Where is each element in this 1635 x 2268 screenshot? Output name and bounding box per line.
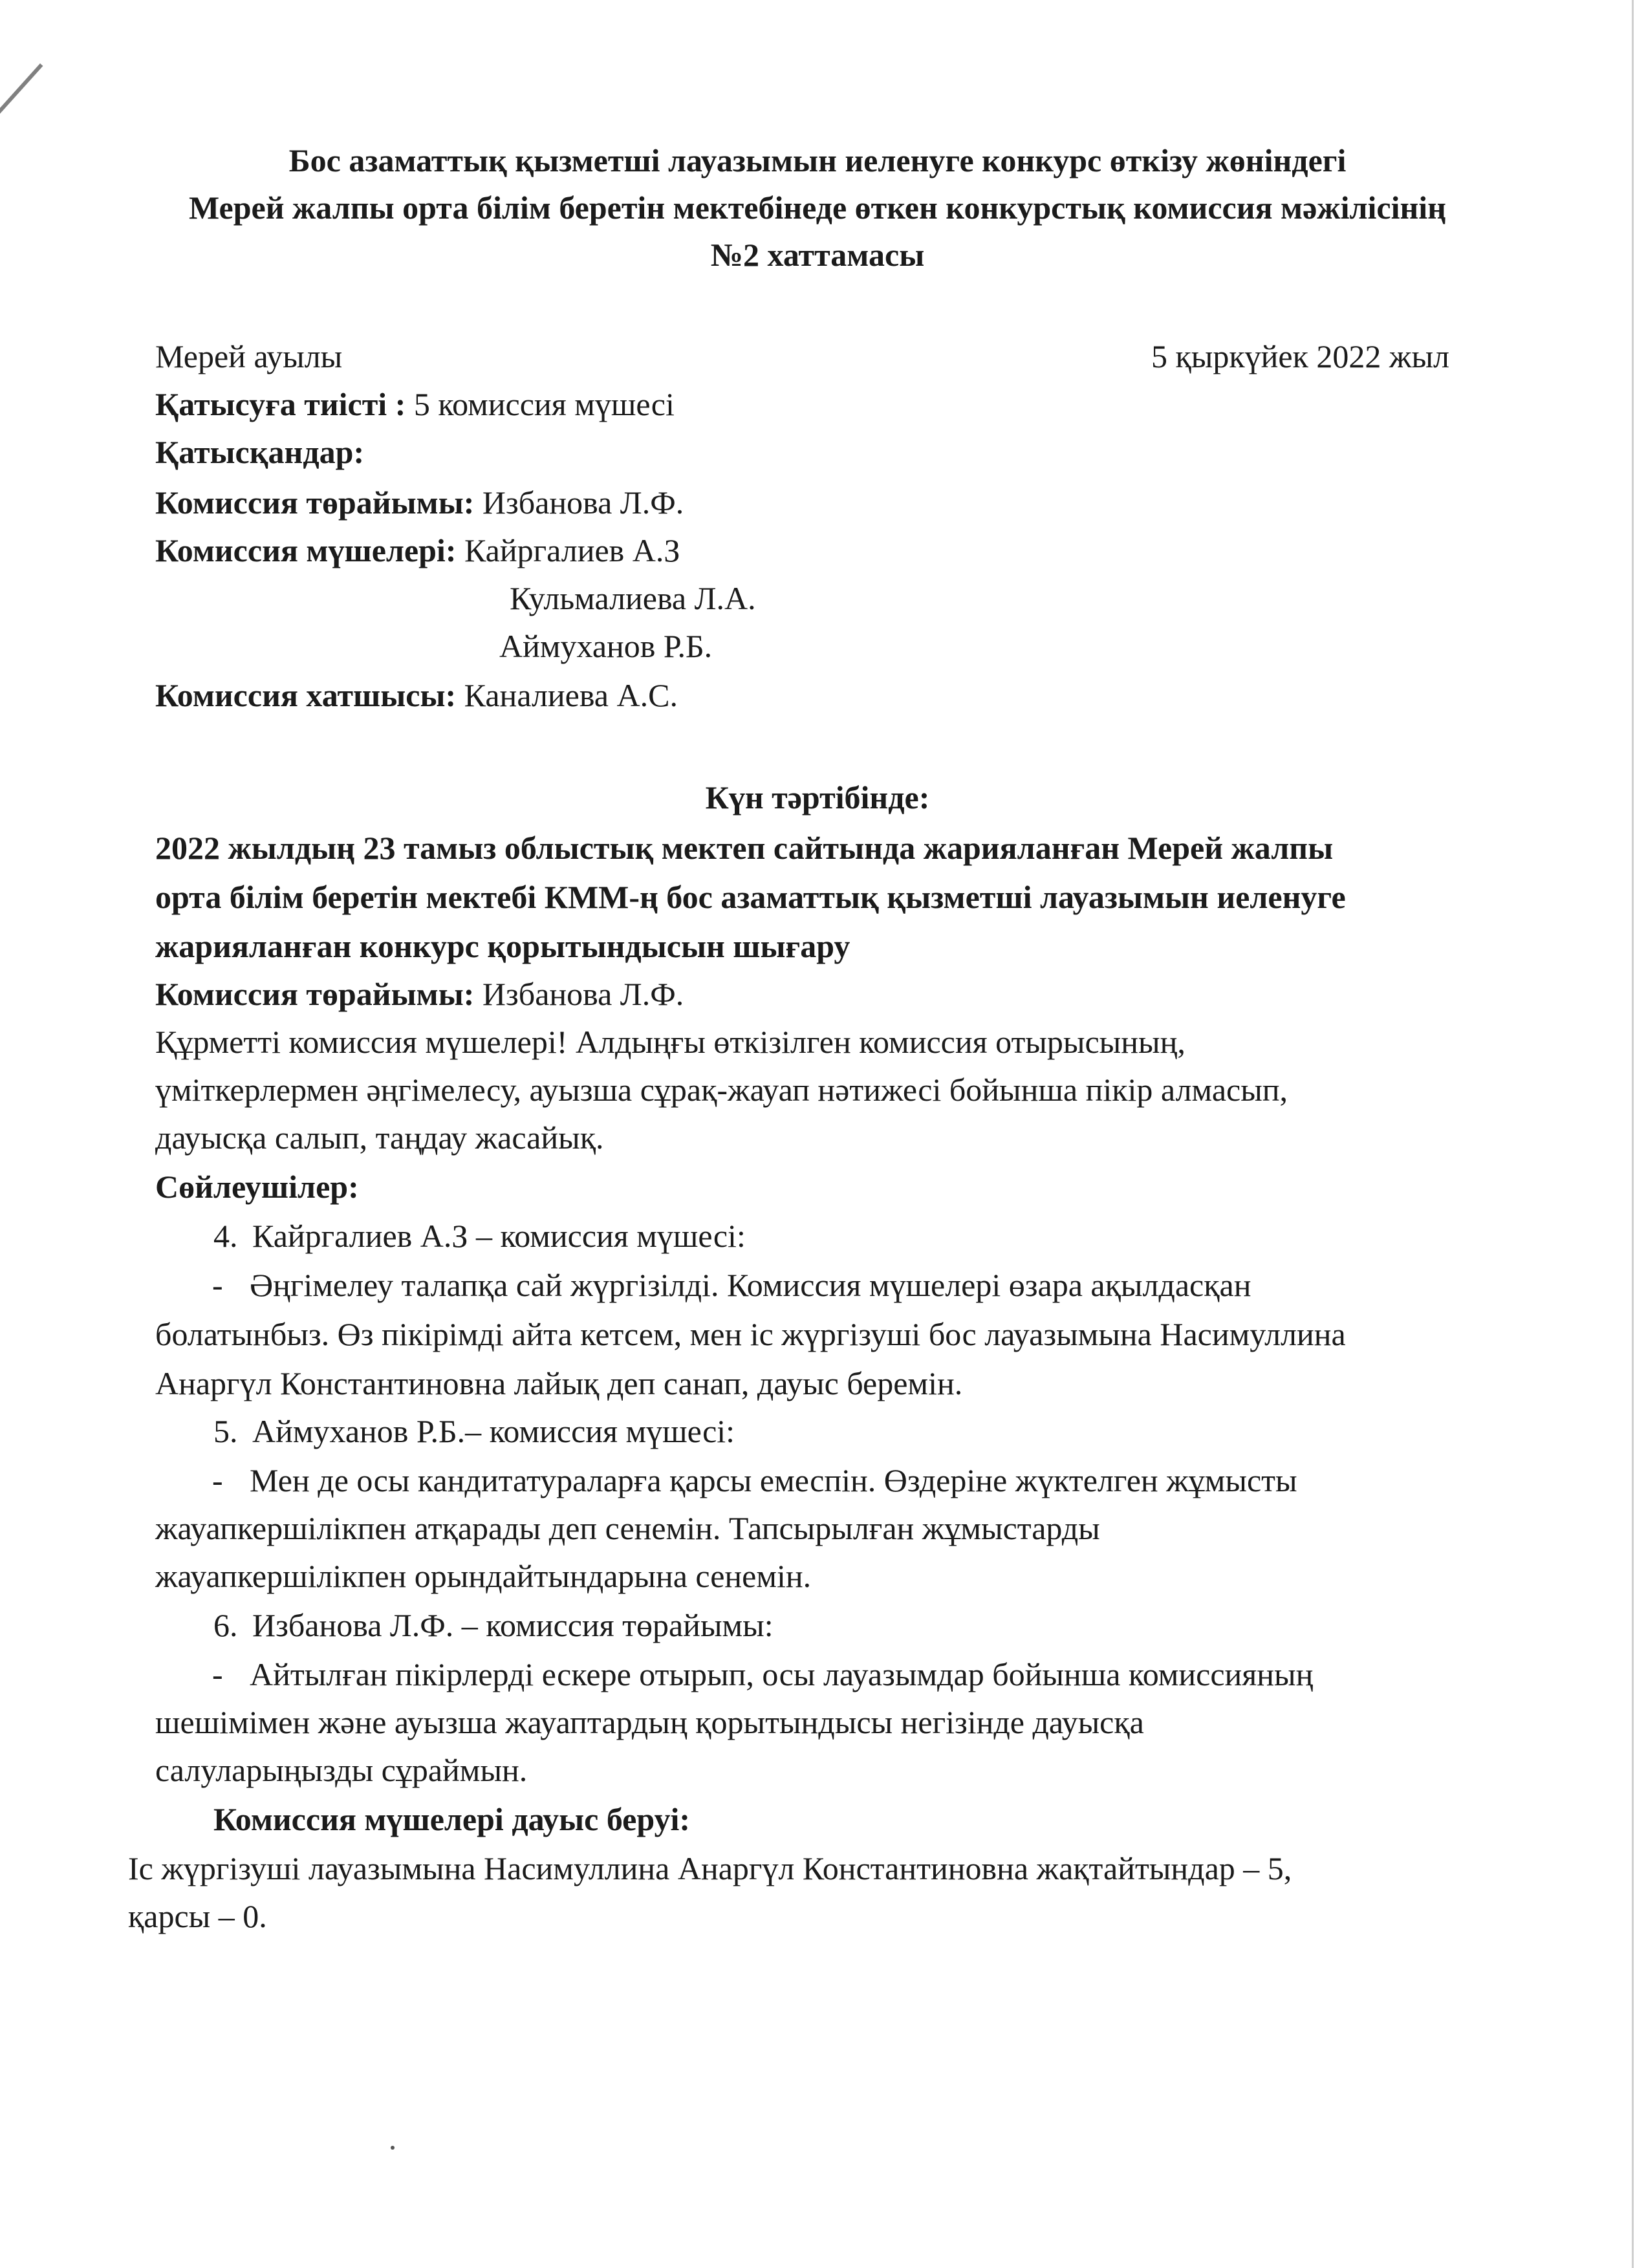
chair-speech-line-1: Құрметті комиссия мүшелері! Алдыңғы өткізілген комиссия отырысының, <box>155 1024 1186 1060</box>
attendance-due <box>155 380 675 428</box>
chair-name: Избанова Л.Ф. <box>474 484 684 521</box>
speaker-6-first-line: Айтылған пікірлерді ескере отырып, осы лауазымдар бойынша комиссияның <box>250 1656 1314 1692</box>
speakers-heading: Сөйлеушілер: <box>155 1169 359 1205</box>
speaker-5-first-line: Мен де осы кандитатураларға қарсы емеспін. Өздеріне жүктелген жұмысты <box>250 1462 1297 1498</box>
voting-line-1: Іс жүргізуші лауазымына Насимуллина Анаргүл Константиновна жақтайтындар – 5, <box>128 1850 1292 1886</box>
members-label: Комиссия мүшелері: <box>155 532 457 568</box>
document-title <box>0 137 1635 279</box>
speaker-5-dash: - <box>212 1462 223 1498</box>
speaker-4-dash: - <box>212 1267 223 1303</box>
speaker-5-line: жауапкершілікпен атқарады деп сенемін. Тапсырылған жұмыстарды <box>155 1510 1100 1546</box>
agenda-line-2: орта білім беретін мектебі КММ-ң бос азаматтық қызметші лауазымын иеленуге <box>155 879 1346 915</box>
commission-chair <box>155 479 684 526</box>
commission-members <box>155 526 680 574</box>
pen-mark <box>0 63 43 129</box>
chair-speech-label: Комиссия төрайымы: <box>155 976 475 1012</box>
member-1: Кайргалиев А.З <box>456 532 680 568</box>
chair-label: Комиссия төрайымы: <box>155 484 475 521</box>
voting-line-2: қарсы – 0. <box>128 1898 267 1934</box>
chair-speech-name: Избанова Л.Ф. <box>474 976 684 1012</box>
commission-secretary <box>155 671 678 719</box>
chair-speech-line-3: дауысқа салып, таңдау жасайық. <box>155 1119 604 1156</box>
title-line-3: №2 хаттамасы <box>710 237 925 273</box>
scan-edge <box>1632 0 1634 2268</box>
speaker-name: Избанова Л.Ф. – комиссия төрайымы: <box>252 1607 774 1643</box>
secretary-name: Каналиева А.С. <box>456 677 678 713</box>
secretary-label: Комиссия хатшысы: <box>155 677 457 713</box>
speaker-6-line: шешімімен және ауызша жауаптардың қорытындысы негізінде дауысқа <box>155 1704 1144 1740</box>
scan-dot <box>391 2146 395 2150</box>
speaker-4-first-line: Әңгімелеу талапқа сай жүргізілді. Комиссия мүшелері өзара ақылдасқан <box>250 1267 1251 1303</box>
speaker-item-4 <box>213 1212 746 1260</box>
speaker-item-6 <box>213 1601 774 1649</box>
speaker-4-line: Анаргүл Константиновна лайық деп санап, дауыс беремін. <box>155 1365 963 1401</box>
speaker-name: Аймуханов Р.Б.– комиссия мүшесі: <box>252 1413 735 1449</box>
speaker-number: 4. <box>213 1218 238 1254</box>
chair-speech-header <box>155 970 684 1018</box>
speaker-item-5 <box>213 1407 735 1455</box>
member-2: Кульмалиева Л.А. <box>510 580 756 616</box>
speaker-6-line: салуларыңызды сұраймын. <box>155 1752 528 1788</box>
title-line-1: Бос азаматтық қызметші лауазымын иеленуге конкурс өткізу жөніндегі <box>288 142 1347 178</box>
chair-speech-line-2: үміткерлермен әңгімелесу, ауызша сұрақ-жауап нәтижесі бойынша пікір алмасып, <box>155 1072 1288 1108</box>
speaker-number: 6. <box>213 1607 238 1643</box>
speaker-4-line: болатынбыз. Өз пікірімді айта кетсем, мен іс жүргізуші бос лауазымына Насимуллина <box>155 1316 1346 1352</box>
speaker-name: Кайргалиев А.З – комиссия мүшесі: <box>252 1218 746 1254</box>
place: Мерей ауылы <box>155 338 343 374</box>
speaker-6-dash: - <box>212 1656 223 1692</box>
date: 5 қыркүйек 2022 жыл <box>1151 338 1450 374</box>
speaker-number: 5. <box>213 1413 238 1449</box>
attendance-due-label: Қатысуға тиісті : <box>155 386 406 422</box>
agenda-line-3: жарияланған конкурс қорытындысын шығару <box>155 928 850 964</box>
voting-heading: Комиссия мүшелері дауыс беруі: <box>213 1801 691 1837</box>
speaker-5-line: жауапкершілікпен орындайтындарына сенемін. <box>155 1558 812 1594</box>
attendance-present-label: Қатысқандар: <box>155 434 365 470</box>
agenda-line-1: 2022 жылдың 23 тамыз облыстық мектеп сайтында жарияланған Мерей жалпы <box>155 830 1334 866</box>
agenda-heading: Күн тәртібінде: <box>705 779 930 815</box>
member-3: Аймуханов Р.Б. <box>499 628 713 664</box>
attendance-due-value: 5 комиссия мүшесі <box>406 386 675 422</box>
title-line-2: Мерей жалпы орта білім беретін мектебінеде өткен конкурстық комиссия мәжілісінің <box>189 189 1446 226</box>
